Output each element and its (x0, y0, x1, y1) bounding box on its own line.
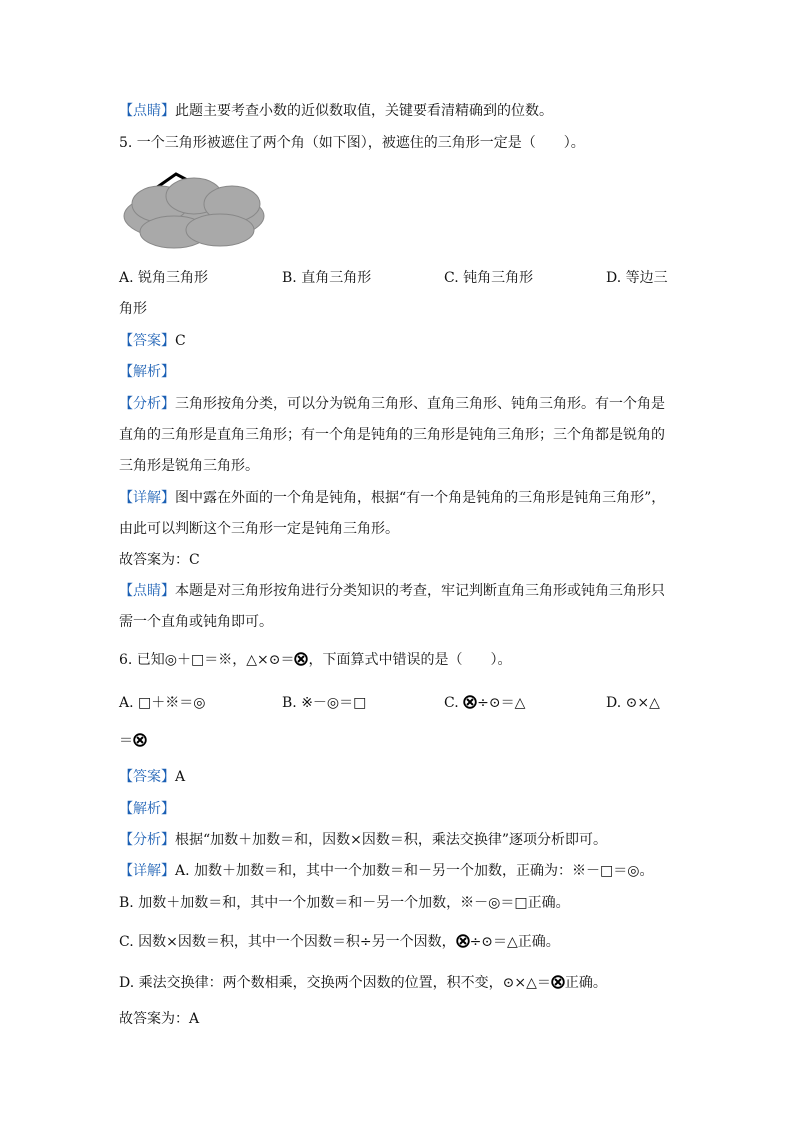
q6-option-d-cont (119, 731, 147, 751)
q5-option-d-cont: 角形 (119, 301, 147, 317)
note-tag: 【点睛】 (119, 103, 175, 119)
cloud-shape (124, 178, 264, 248)
q5-detail-2: 由此可以判断这个三角形一定是钝角三角形。 (119, 521, 399, 537)
otimes-icon (294, 652, 308, 666)
detail-d-text: D. 乘法交换律：两个数相乘，交换两个因数的位置，积不变，⊙×△＝ (119, 975, 551, 991)
note-tag: 【点睛】 (119, 583, 175, 599)
answer-tag: 【答案】 (119, 769, 175, 785)
otimes-icon (463, 695, 477, 709)
q6-detail-c (119, 932, 560, 952)
q5-option-c: C. 钝角三角形 (444, 270, 534, 286)
analysis-text: 根据“加数＋加数＝和，因数×因数＝积，乘法交换律”逐项分析即可。 (175, 832, 608, 848)
q6-detail-d (119, 973, 607, 993)
otimes-icon (133, 733, 147, 747)
q5-answer (119, 331, 186, 351)
q5-note-1 (119, 581, 665, 601)
analysis-tag: 【分析】 (119, 396, 175, 412)
q6-jiexi-tag: 【解析】 (119, 801, 175, 817)
detail-text: 图中露在外面的一个角是钝角，根据“有一个角是钝角的三角形是钝角三角形”， (175, 490, 666, 506)
detail-tag: 【详解】 (119, 490, 175, 506)
analysis-tag: 【分析】 (119, 832, 175, 848)
q5-detail-1 (119, 488, 665, 508)
q6-option-a: A. □＋※＝◎ (119, 695, 206, 711)
detail-c-text: C. 因数×因数＝积，其中一个因数＝积÷另一个因数， (119, 934, 456, 950)
cloud-triangle-figure (120, 166, 268, 252)
q5-analysis-3: 三角形是锐角三角形。 (119, 458, 259, 474)
detail-c-end: ÷⊙＝△正确。 (469, 934, 560, 950)
q5-analysis-2: 直角的三角形是直角三角形；有一个角是钝角的三角形是钝角三角形；三个角都是锐角的 (119, 427, 665, 443)
q5-option-d: D. 等边三 (606, 270, 668, 286)
q5-jiexi-tag: 【解析】 (119, 364, 175, 380)
otimes-icon (551, 975, 565, 989)
note-text: 本题是对三角形按角进行分类知识的考查，牢记判断直角三角形或钝角三角形只 (175, 583, 665, 599)
q5-option-b: B. 直角三角形 (282, 270, 372, 286)
detail-tag: 【详解】 (119, 863, 175, 879)
q6-option-c (444, 693, 525, 713)
q6-option-b: B. ※－◎＝□ (282, 695, 367, 711)
q6-text-a: 6. 已知◎＋□＝※，△×⊙＝ (119, 652, 295, 668)
q5-option-a: A. 锐角三角形 (119, 270, 209, 286)
detail-text: A. 加数＋加数＝和，其中一个加数＝和－另一个加数，正确为：※－□＝◎。 (175, 863, 654, 879)
detail-d-end: 正确。 (564, 975, 607, 991)
answer-value: C (175, 333, 186, 349)
q6-option-c-text: ÷⊙＝△ (477, 695, 526, 711)
q5-analysis-1 (119, 394, 665, 414)
q5-note-2: 需一个直角或钝角即可。 (119, 614, 273, 630)
q6-option-d: D. ⊙×△ (606, 695, 660, 711)
q6-answer (119, 767, 185, 787)
q6-detail-b: B. 加数＋加数＝和，其中一个加数＝和－另一个加数，※－◎＝□正确。 (119, 895, 570, 911)
otimes-icon (456, 934, 470, 948)
answer-value: A (175, 769, 186, 785)
question-6 (119, 650, 511, 670)
question-5: 5. 一个三角形被遮住了两个角（如下图），被遮住的三角形一定是（ ）。 (119, 135, 585, 151)
q6-final-answer: 故答案为：A (119, 1011, 200, 1027)
q6-detail-a (119, 861, 653, 881)
note-line (119, 101, 553, 121)
answer-tag: 【答案】 (119, 333, 175, 349)
q6-option-d-cont-text: ＝ (119, 733, 133, 749)
q5-final-answer: 故答案为：C (119, 552, 200, 568)
q6-text-b: ，下面算式中错误的是（ ）。 (308, 652, 512, 668)
analysis-text: 三角形按角分类，可以分为锐角三角形、直角三角形、钝角三角形。有一个角是 (175, 396, 665, 412)
note-text: 此题主要考查小数的近似数取值，关键要看清精确到的位数。 (175, 103, 553, 119)
q6-option-c-label: C. (444, 695, 459, 711)
q6-analysis (119, 830, 607, 850)
